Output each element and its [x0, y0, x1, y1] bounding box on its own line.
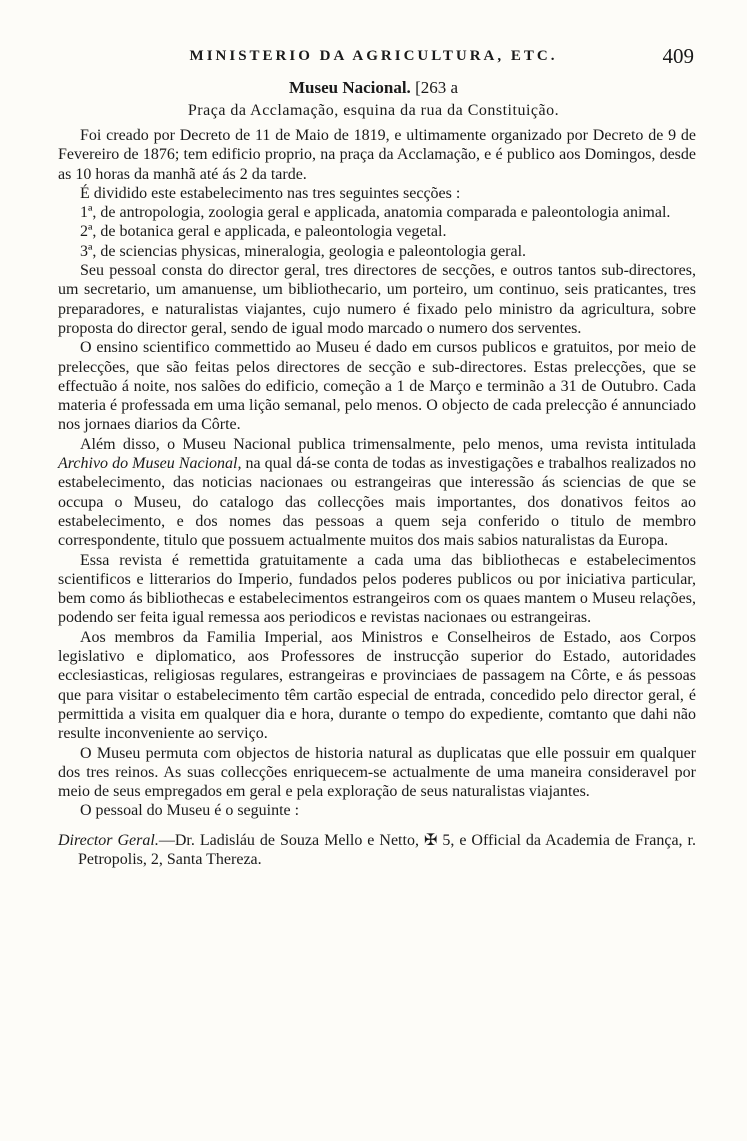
paragraph-exchange: O Museu permuta com objectos de historia natural as duplicatas que elle possuir em qualquer dos tres reinos. As suas collecções enriquecem-se actualmente de uma maneira consideravel por meio de seus empregados em geral e pela exploração de seus naturalistas viajantes. — [58, 744, 696, 801]
paragraph-staff-composition: Seu pessoal consta do director geral, tres directores de secções, e outros tantos sub-directores, um secretario, um amanuense, um bibliothecario, um porteiro, um continuo, seis praticantes, tres preparadores, e naturalistas viajantes, cujo numero é fixado pelo ministro da agricultura, sobre proposta do director geral, sendo de igual modo marcado o numero dos serventes. — [58, 262, 696, 337]
running-head — [0, 44, 747, 74]
paragraph-foundation: Foi creado por Decreto de 11 de Maio de 1819, e ultimamente organizado por Decreto de 9 de Fevereiro de 1876; tem edificio proprio, na praça da Acclamação, e é publico aos Domingos, desde as 10 horas da manhã até ás 2 da tarde. — [58, 127, 696, 183]
section-title: Museu Nacional. — [288, 78, 411, 97]
staff-entry-director — [58, 831, 696, 870]
paragraph-journal — [58, 435, 696, 551]
body-text — [58, 126, 696, 869]
paragraph-teaching: O ensino scientifico commettido ao Museu é dado em cursos publicos e gratuitos, por meio de prelecções, que são feitas pelos directores de secção e sub-directores. Estas prelecções, que se effectuão á noite, nos salões do edificio, começão a 1 de Março e terminão a 31 de Outubro. Cada materia é professada em uma lição semanal, pelo menos. O objecto de cada prelecção é annunciado nos jornaes diarios da Côrte. — [58, 339, 696, 434]
paragraph-section-3: 3ª, de sciencias physicas, mineralogia, geologia e paleontologia geral. — [80, 242, 527, 260]
journal-title: Archivo do Museu Nacional, — [58, 455, 242, 473]
journal-text-start: Além disso, o Museu Nacional publica trimensalmente, pelo menos, uma revista intitulada — [80, 435, 696, 453]
staff-details: —Dr. Ladisláu de Souza Mello e Netto, ✠ 5, e Official da Academia de França, r. Petropolis, 2, Santa Thereza. — [78, 831, 696, 868]
paragraph-sections-intro: É dividido este estabelecimento nas tres seguintes secções : — [80, 184, 461, 202]
paragraph-visits: Aos membros da Familia Imperial, aos Ministros e Conselheiros de Estado, aos Corpos legislativo e diplomatico, aos Professores de instrucção superior do Estado, autoridades ecclesiasticas, religiosas regulares, estrangeiras e provinciaes de passagem na Côrte, e ás pessoas que para visitar o estabelecimento têm cartão especial de entrada, concedido pelo director geral, é permittida a visita em qualquer dia e hora, durante o tempo do expediente, comtanto que dahi não resulte inconveniente ao serviço. — [58, 628, 696, 743]
section-heading — [0, 78, 747, 98]
section-reference: [263 a — [415, 78, 459, 97]
paragraph-distribution: Essa revista é remettida gratuitamente a cada uma das bibliothecas e estabelecimentos scientificos e litterarios do Imperio, fundados pelos poderes publicos ou por iniciativa particular, bem como ás bibliothecas e estabelecimentos estrangeiros com os quaes mantem o Museu relações, podendo ser feita igual remessa aos periodicos e revistas nacionaes ou estrangeiras. — [58, 551, 696, 627]
paragraph-section-1: 1ª, de antropologia, zoologia geral e applicada, anatomia comparada e paleontologia animal. — [80, 204, 671, 222]
journal-text-end: na qual dá-se conta de todas as investigações e trabalhos realizados no estabelecimento, das noticias nacionaes ou estrangeiras que interessão ás sciencias de que se occupa o Museu, do catalogo das collecções mais importantes, dos donativos feitos ao estabelecimento, e dos nomes das pessoas a quem seja conferido o titulo de membro correspondente, titulo que possuem actualmente muitos dos mais sabios naturalistas da Europa. — [58, 455, 697, 550]
section-address: Praça da Acclamação, esquina da rua da Constituição. — [187, 102, 560, 119]
page-number: 409 — [662, 44, 694, 68]
staff-role: Director Geral. — [58, 831, 159, 849]
paragraph-staff-intro: O pessoal do Museu é o seguinte : — [80, 802, 300, 820]
running-title: MINISTERIO DA AGRICULTURA, ETC. — [189, 48, 558, 64]
paragraph-section-2: 2ª, de botanica geral e applicada, e paleontologia vegetal. — [80, 223, 447, 241]
